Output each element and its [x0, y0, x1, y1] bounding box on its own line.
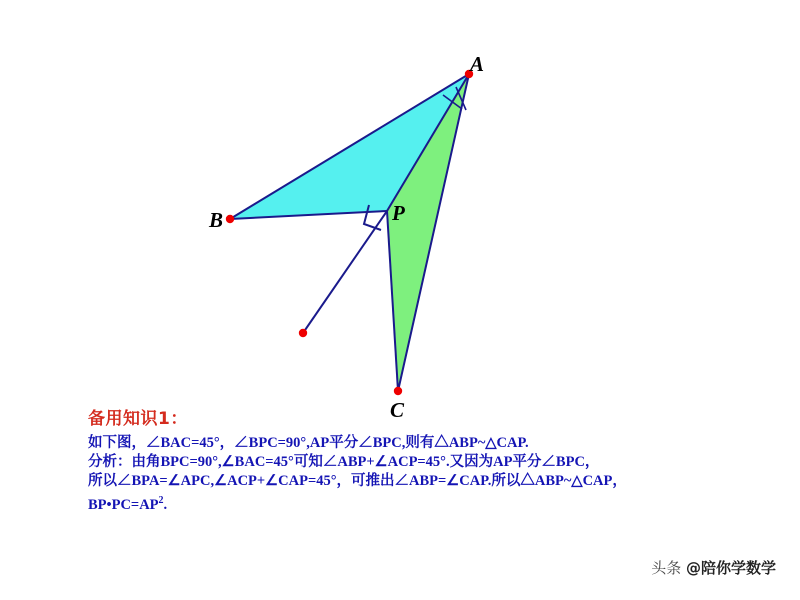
watermark: [651, 557, 776, 578]
notes-title: 备用知识1：: [88, 409, 188, 429]
note-line-4: [88, 491, 648, 515]
vertex-d: [299, 329, 307, 337]
point-label-p: P: [392, 201, 405, 225]
note-line-4-base: BP•PC=AP: [88, 496, 159, 513]
watermark-prefix: 头条: [651, 559, 686, 577]
note-line-3: 所以∠BPA=∠APC,∠ACP+∠CAP=45°，可推出∠ABP=∠CAP.所以△ABP~△CAP，: [88, 473, 627, 489]
vertex-c: [394, 387, 402, 395]
point-label-b: B: [209, 208, 224, 232]
point-label-a: A: [470, 52, 485, 76]
point-label-c: C: [390, 398, 405, 422]
note-line-4-tail: .: [163, 496, 168, 513]
vertex-b: [226, 215, 234, 223]
note-line-2: 分析：由角BPC=90°,∠BAC=45°可知∠ABP+∠ACP=45°.又因为AP平分∠BPC，: [88, 454, 600, 470]
segment-pd: [303, 211, 387, 333]
notes-block: [88, 404, 648, 515]
note-line-1: 如下图，∠BAC=45°，∠BPC=90°,AP平分∠BPC,则有△ABP~△CAP.: [88, 435, 529, 451]
note-line-4-superscript: 2: [158, 495, 164, 506]
watermark-handle: @陪你学数学: [685, 559, 776, 577]
